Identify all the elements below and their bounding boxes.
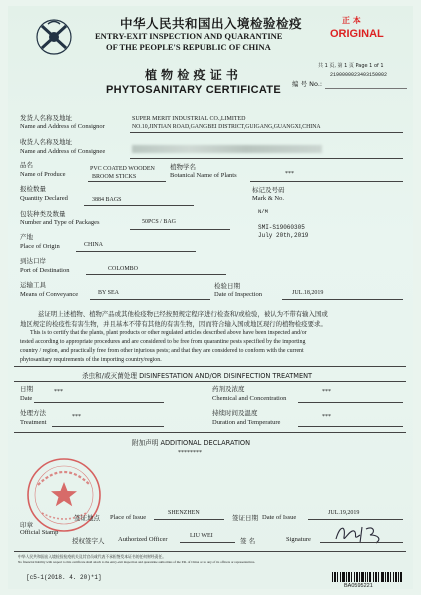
declaration-en-4: phytosanitary requirements of the importing country/region. xyxy=(20,357,162,363)
inspection-label-cn: 检验日期 xyxy=(214,282,240,290)
declaration-cn-2: 地区规定的检疫性有害生物，并且基本不带有其他的有害生物，因而符合输入国或地区现行的植物检疫要求。 xyxy=(20,320,327,328)
place-label-en: Place of Issue xyxy=(110,514,147,521)
produce-value-line2: BROOM STICKS xyxy=(92,174,137,180)
duration-underline xyxy=(298,426,403,427)
destination-label-en: Port of Destination xyxy=(20,267,70,274)
inspection-underline xyxy=(282,299,403,300)
declaration-cn-1: 兹证明上述植物、植物产品或其他检疫物已经按照规定程序进行检查和/或检验，被认为不带有输入国或 xyxy=(38,310,328,318)
packages-label-en: Number and Type of Packages xyxy=(20,219,100,226)
consignor-label-cn: 发货人名称及地址 xyxy=(20,114,72,122)
mark-value-3: July 20th,2019 xyxy=(258,232,309,239)
produce-label-cn: 品名 xyxy=(20,161,33,169)
additional-value: ******** xyxy=(178,450,202,456)
place-underline xyxy=(154,519,224,520)
number-label: 编 号 No.: xyxy=(292,80,323,88)
form-code: [c5-1(2018. 4. 20)*1] xyxy=(26,574,102,581)
treatment-value: *** xyxy=(72,414,81,420)
treatment-heading-rule xyxy=(14,381,406,382)
treatment-label-en: Treatment xyxy=(20,419,47,426)
conveyance-value: BY SEA xyxy=(98,290,119,296)
footer-rule xyxy=(14,551,406,552)
consignee-label-en: Name and Address of Consignee xyxy=(20,148,106,155)
treatment-top-rule xyxy=(14,366,406,367)
conveyance-underline xyxy=(90,299,210,300)
place-value: SHENZHEN xyxy=(168,510,200,516)
treat-date-underline xyxy=(34,402,164,403)
title-cn: 中华人民共和国出入境检验检疫 xyxy=(120,16,303,31)
title-en-line1: ENTRY-EXIT INSPECTION AND QUARANTINE xyxy=(95,31,283,41)
mark-value-2: SMI-S19060305 xyxy=(258,224,305,231)
treatment-underline xyxy=(52,426,164,427)
serial-number: BA0595221 xyxy=(344,583,373,589)
treat-date-label-cn: 日期 xyxy=(20,385,33,393)
handwritten-signature xyxy=(330,521,390,547)
consignee-underline xyxy=(130,158,403,159)
consignee-redacted xyxy=(132,145,322,153)
duration-value: *** xyxy=(322,414,331,420)
origin-value: CHINA xyxy=(84,242,103,248)
botanical-label-en: Botanical Name of Plants xyxy=(170,172,237,179)
inspection-label-en: Date of Inspection xyxy=(214,291,263,298)
date-issue-underline xyxy=(308,519,403,520)
signature-label-cn: 签 名 xyxy=(240,537,256,545)
footer-disclaimer-en: No financial liability with respect to this certificate shall attach to the entry-exit inspection and quarantine authorities of the P.R. of China or to any of its officers or representatives. xyxy=(18,560,256,564)
footer-disclaimer-cn: 中华人民共和国出入境检验检疫机关及其官员或代表不承担签发本证书的任何财经责任。 xyxy=(18,554,167,559)
signature-label-en: Signature xyxy=(286,536,311,543)
cert-title-cn: 植 物 检 疫 证 书 xyxy=(145,68,238,82)
origin-label-en: Place of Origin xyxy=(20,243,60,250)
origin-label-cn: 产地 xyxy=(20,233,33,241)
stamp-label-cn: 印章 xyxy=(20,521,33,529)
consignor-value-line1: SUPER MERIT INDUSTRIAL CO.,LIMITED xyxy=(132,116,246,122)
ciq-emblem-icon xyxy=(34,18,74,56)
chemical-underline xyxy=(298,402,403,403)
cert-title-en: PHYTOSANITARY CERTIFICATE xyxy=(106,84,281,96)
consignee-label-cn: 收货人名称及地址 xyxy=(20,138,72,146)
destination-underline xyxy=(86,274,226,275)
chemical-label-cn: 药剂及浓度 xyxy=(212,385,245,393)
quantity-label-cn: 报检数量 xyxy=(20,185,46,193)
treat-date-value: *** xyxy=(54,389,63,395)
original-badge-cn: 正 本 xyxy=(342,16,361,25)
inspection-value: JUL.18,2019 xyxy=(292,290,324,296)
chemical-value: *** xyxy=(322,389,331,395)
destination-value: COLOMBO xyxy=(108,266,139,272)
quantity-label-en: Quantity Declared xyxy=(20,195,68,202)
consignor-underline xyxy=(130,132,403,133)
stamp-label-en: Official Stamp xyxy=(20,529,59,536)
mark-label-cn: 标记及号码 xyxy=(252,186,285,194)
page-info: 共 1 页, 第 1 页 Page 1 of 1 xyxy=(318,63,384,69)
declaration-en-1: This is to certify that the plants, plant products or other regulated articles described above have been inspected and/or xyxy=(30,330,307,336)
packages-value: 50PCS / BAG xyxy=(142,219,177,225)
mark-value-1: N/M xyxy=(258,208,268,215)
number-underline xyxy=(325,88,407,89)
packages-underline xyxy=(130,229,230,230)
chemical-label-en: Chemical and Concentration xyxy=(212,395,287,402)
signature-underline xyxy=(320,542,403,543)
origin-underline xyxy=(76,251,196,252)
officer-underline xyxy=(180,542,235,543)
conveyance-label-en: Means of Conveyance xyxy=(20,291,79,298)
botanical-value: *** xyxy=(285,171,294,177)
duration-label-en: Duration and Temperature xyxy=(212,419,281,426)
date-issue-value: JUL.19,2019 xyxy=(328,510,360,516)
produce-underline xyxy=(88,181,166,182)
produce-value-line1: PVC COATED WOODEN xyxy=(90,166,155,172)
packages-label-cn: 包装种类及数量 xyxy=(20,210,66,218)
consignor-label-en: Name and Address of Consignor xyxy=(20,123,105,130)
quantity-value: 3884 BAGS xyxy=(92,197,122,203)
botanical-underline xyxy=(250,181,403,182)
declaration-en-3: country / region, and practically free from other injurious pests; and that they are considered to conform with the current xyxy=(20,348,304,354)
cert-number: 2190000023403150002 xyxy=(330,72,388,78)
consignor-value-line2: NO.10,JINTIAN ROAD,GANGBEI DISTRICT,GUIGANG,GUANGXI,CHINA xyxy=(132,124,321,130)
date-issue-label-cn: 签证日期 xyxy=(232,514,258,522)
conveyance-label-cn: 运输工具 xyxy=(20,281,46,289)
declaration-en-2: tested according to appropriate procedures and are considered to be free from quarantine pests specified by the importing xyxy=(20,339,306,345)
barcode-icon xyxy=(332,572,402,582)
officer-label-cn: 授权签字人 xyxy=(72,537,105,545)
treat-date-label-en: Date xyxy=(20,395,33,402)
title-en-line2: OF THE PEOPLE'S REPUBLIC OF CHINA xyxy=(106,42,271,52)
official-stamp xyxy=(24,455,104,535)
produce-label-en: Name of Produce xyxy=(20,171,66,178)
original-badge-en: ORIGINAL xyxy=(330,28,384,40)
place-label-cn: 签证地点 xyxy=(74,514,100,522)
additional-heading: 附加声明 ADDITIONAL DECLARATION xyxy=(132,439,251,447)
destination-label-cn: 到达口岸 xyxy=(20,257,46,265)
mark-label-en: Mark & No. xyxy=(252,195,284,202)
officer-value: LIU WEI xyxy=(190,533,213,539)
additional-top-rule xyxy=(14,432,406,433)
duration-label-cn: 持续时间及温度 xyxy=(212,409,258,417)
officer-label-en: Authorized Officer xyxy=(118,536,168,543)
treatment-label-cn: 处理方法 xyxy=(20,409,46,417)
date-issue-label-en: Date of Issue xyxy=(262,514,297,521)
botanical-label-cn: 植物学名 xyxy=(170,163,196,171)
treatment-heading: 杀虫和/或灭菌处理 DISINFESTATION AND/OR DISINFECTION TREATMENT xyxy=(82,372,313,380)
quantity-underline xyxy=(84,205,194,206)
